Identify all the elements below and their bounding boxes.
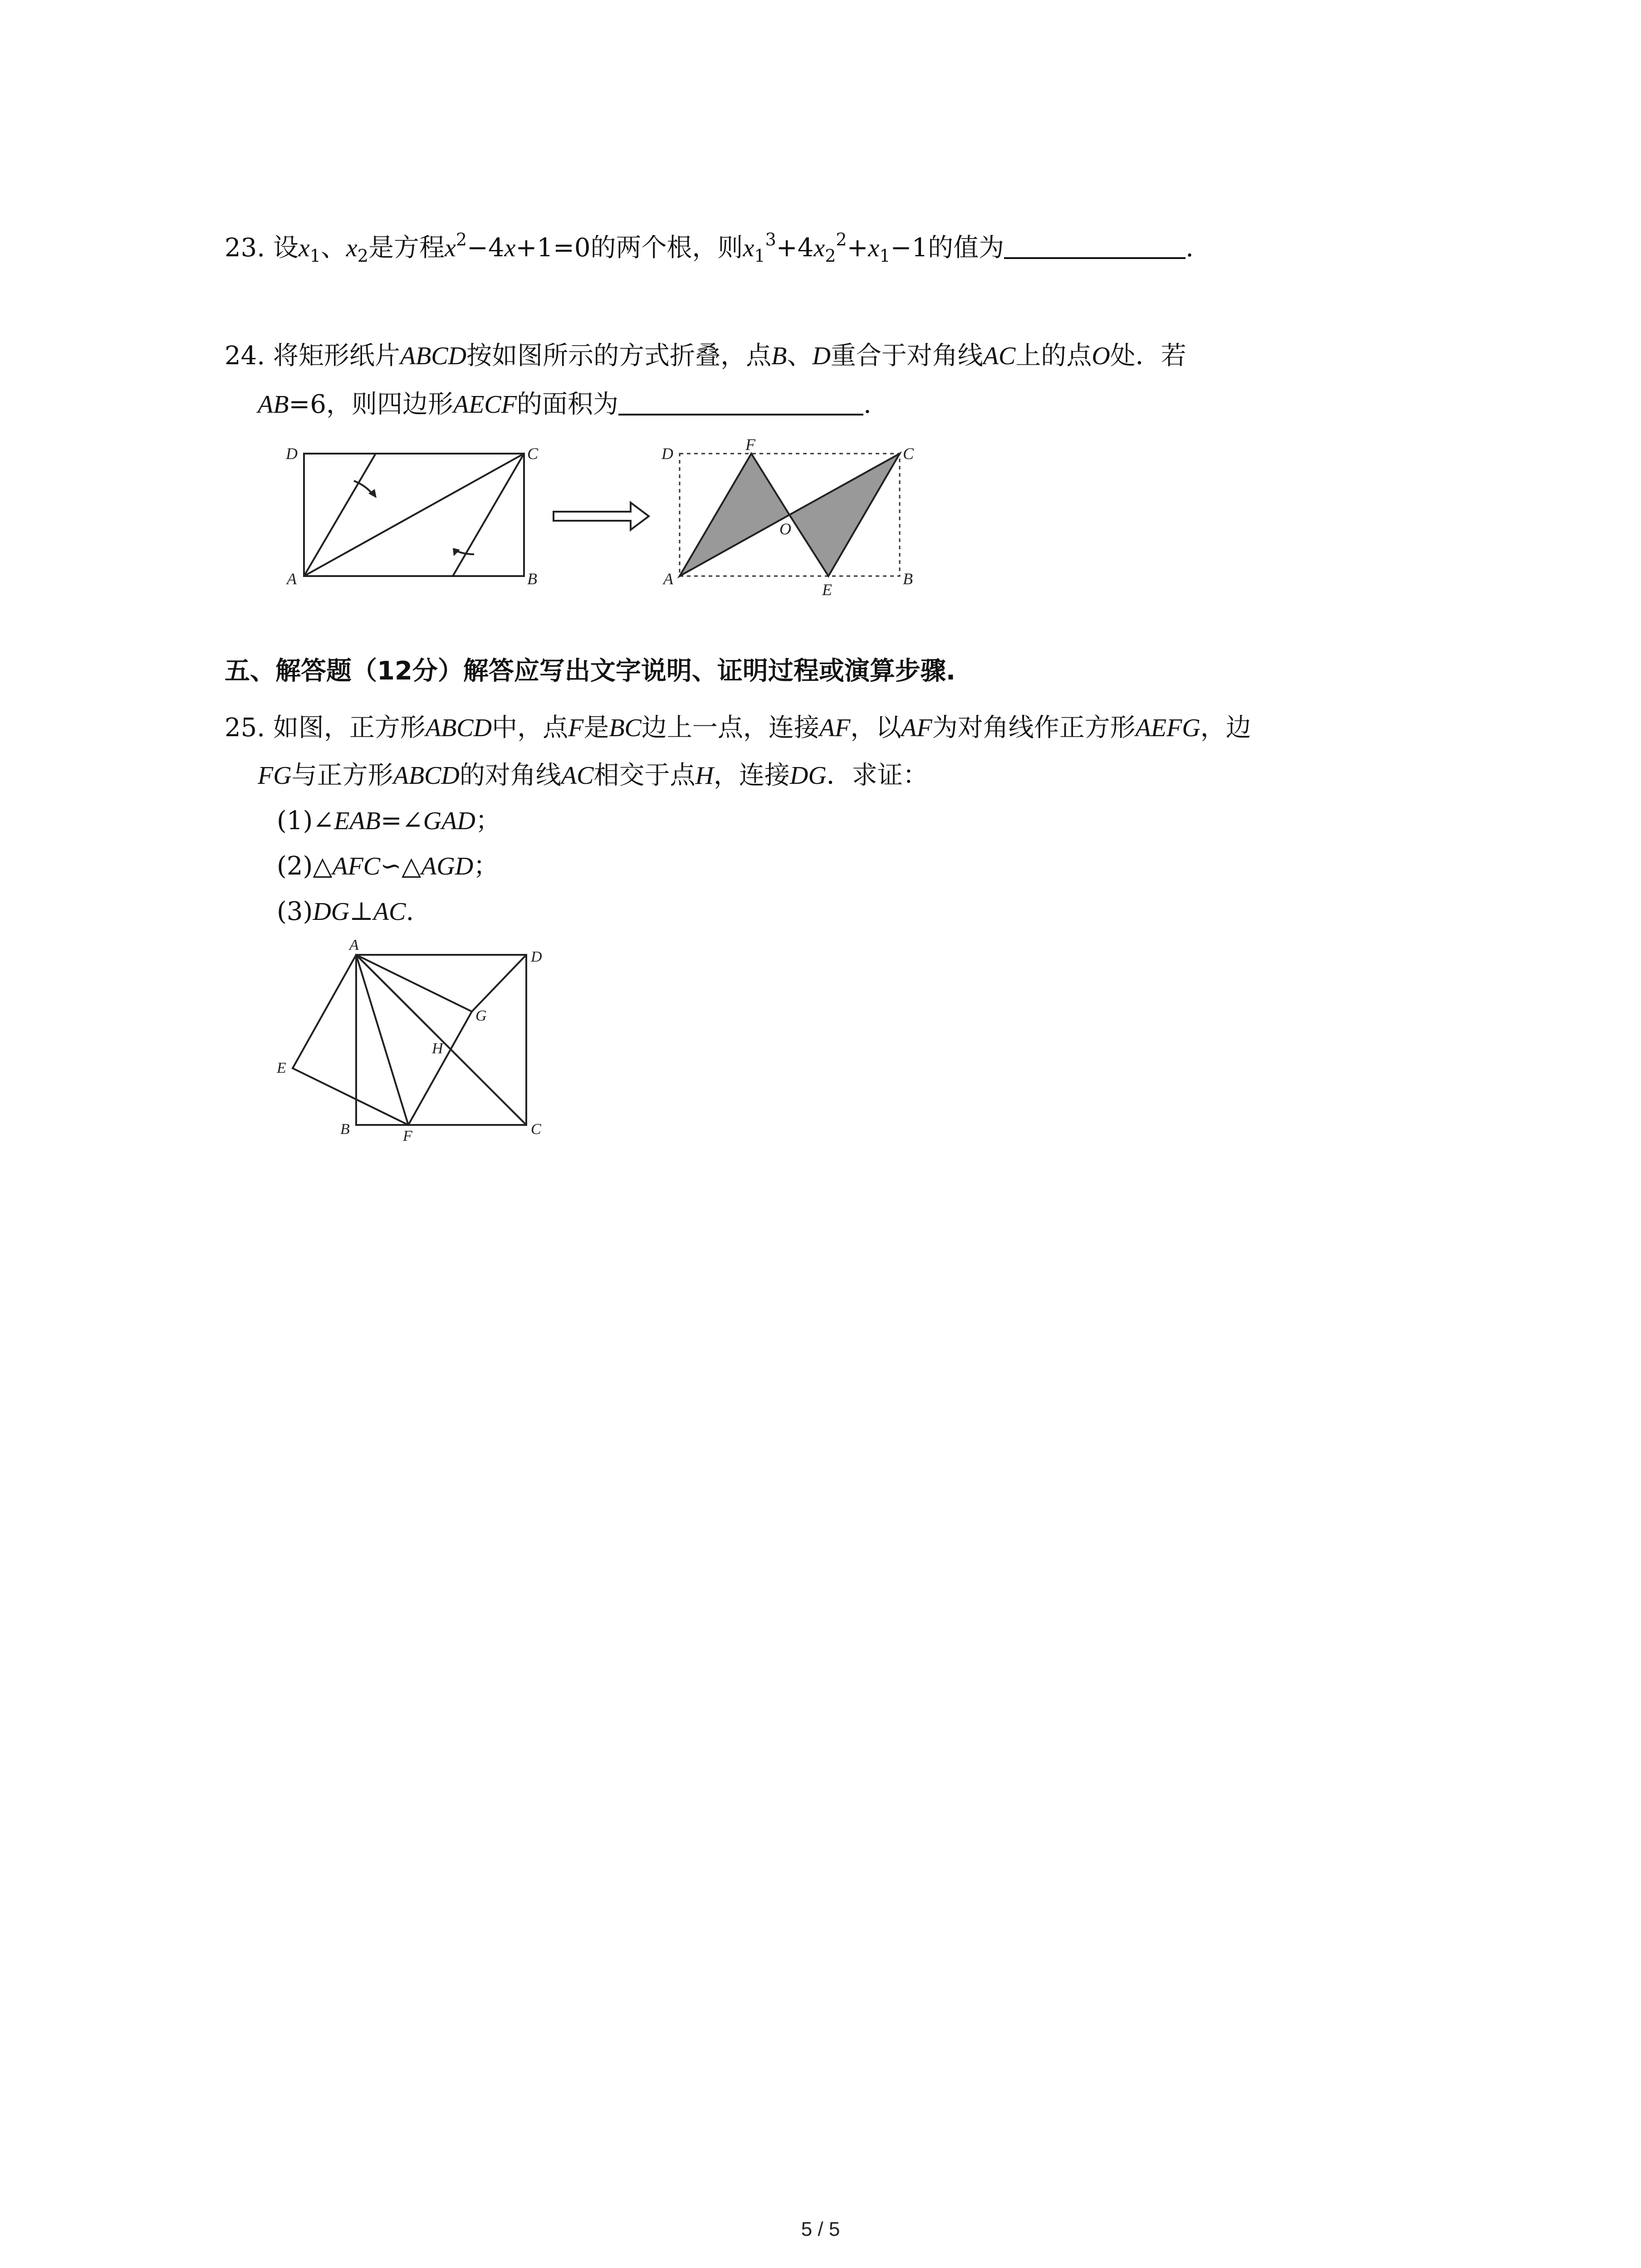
question-24-line-2: AB=6，则四边形AECF的面积为 . bbox=[258, 386, 872, 423]
question-23: 23. 设$x_1$、$x_2$是方程$x^2-4x+1=0$的两个根，则$x_1^3+4x_2^2+x_1-1$的值为 . bbox=[225, 230, 1194, 266]
vertex-label: D bbox=[531, 948, 542, 965]
vertex-label: E bbox=[822, 581, 832, 599]
question-25-line-1: 25. 如图，正方形ABCD中，点F是BC边上一点，连接AF，以AF为对角线作正方形AEFG，边 bbox=[225, 713, 1251, 743]
vertex-label: F bbox=[745, 435, 755, 454]
vertex-label: H bbox=[432, 1040, 443, 1057]
fold-line-left bbox=[304, 454, 376, 576]
square-figure bbox=[272, 934, 563, 1152]
vertex-label: B bbox=[527, 570, 537, 588]
question-number: 25. bbox=[225, 713, 265, 743]
question-24-line-1: 24. 将矩形纸片ABCD按如图所示的方式折叠，点B、D重合于对角线AC上的点O处．若 bbox=[225, 341, 1186, 371]
vertex-label: B bbox=[340, 1121, 350, 1138]
vertex-label: A bbox=[287, 570, 297, 588]
vertex-label: G bbox=[475, 1007, 487, 1024]
vertex-label: D bbox=[286, 445, 298, 463]
shaded-triangle-afo bbox=[680, 454, 789, 576]
vertex-label: A bbox=[349, 937, 359, 953]
page-number: 5 / 5 bbox=[801, 2218, 840, 2240]
answer-blank bbox=[1004, 229, 1185, 259]
vertex-label: C bbox=[903, 445, 914, 463]
fold-figure bbox=[272, 435, 953, 599]
vertex-label: F bbox=[403, 1128, 412, 1144]
vertex-label: C bbox=[527, 445, 539, 463]
vertex-label: C bbox=[531, 1121, 541, 1138]
vertex-label: O bbox=[779, 520, 791, 538]
vertex-label: B bbox=[903, 570, 913, 588]
fold-line-right bbox=[453, 454, 524, 576]
vertex-label: E bbox=[277, 1060, 286, 1076]
vertex-label: A bbox=[663, 570, 673, 588]
question-25-part-1: (1)∠EAB=∠GAD； bbox=[277, 806, 501, 836]
answer-blank bbox=[618, 386, 863, 415]
question-number: 23. bbox=[225, 233, 265, 263]
question-number: 24. bbox=[225, 341, 265, 371]
arrow-right-icon bbox=[554, 503, 649, 530]
shaded-triangle-oce bbox=[789, 454, 900, 576]
question-25-part-2: (2)△AFC∽△AGD； bbox=[277, 851, 499, 881]
diagonal-ac bbox=[304, 454, 524, 576]
vertex-label: D bbox=[661, 445, 673, 463]
question-25-part-3: (3)DG⊥AC. bbox=[277, 897, 414, 926]
question-25-line-2: FG与正方形ABCD的对角线AC相交于点H，连接DG．求证： bbox=[258, 761, 928, 790]
segment-dg bbox=[472, 955, 526, 1012]
section-heading: 五、解答题（12分）解答应写出文字说明、证明过程或演算步骤. bbox=[225, 656, 956, 686]
